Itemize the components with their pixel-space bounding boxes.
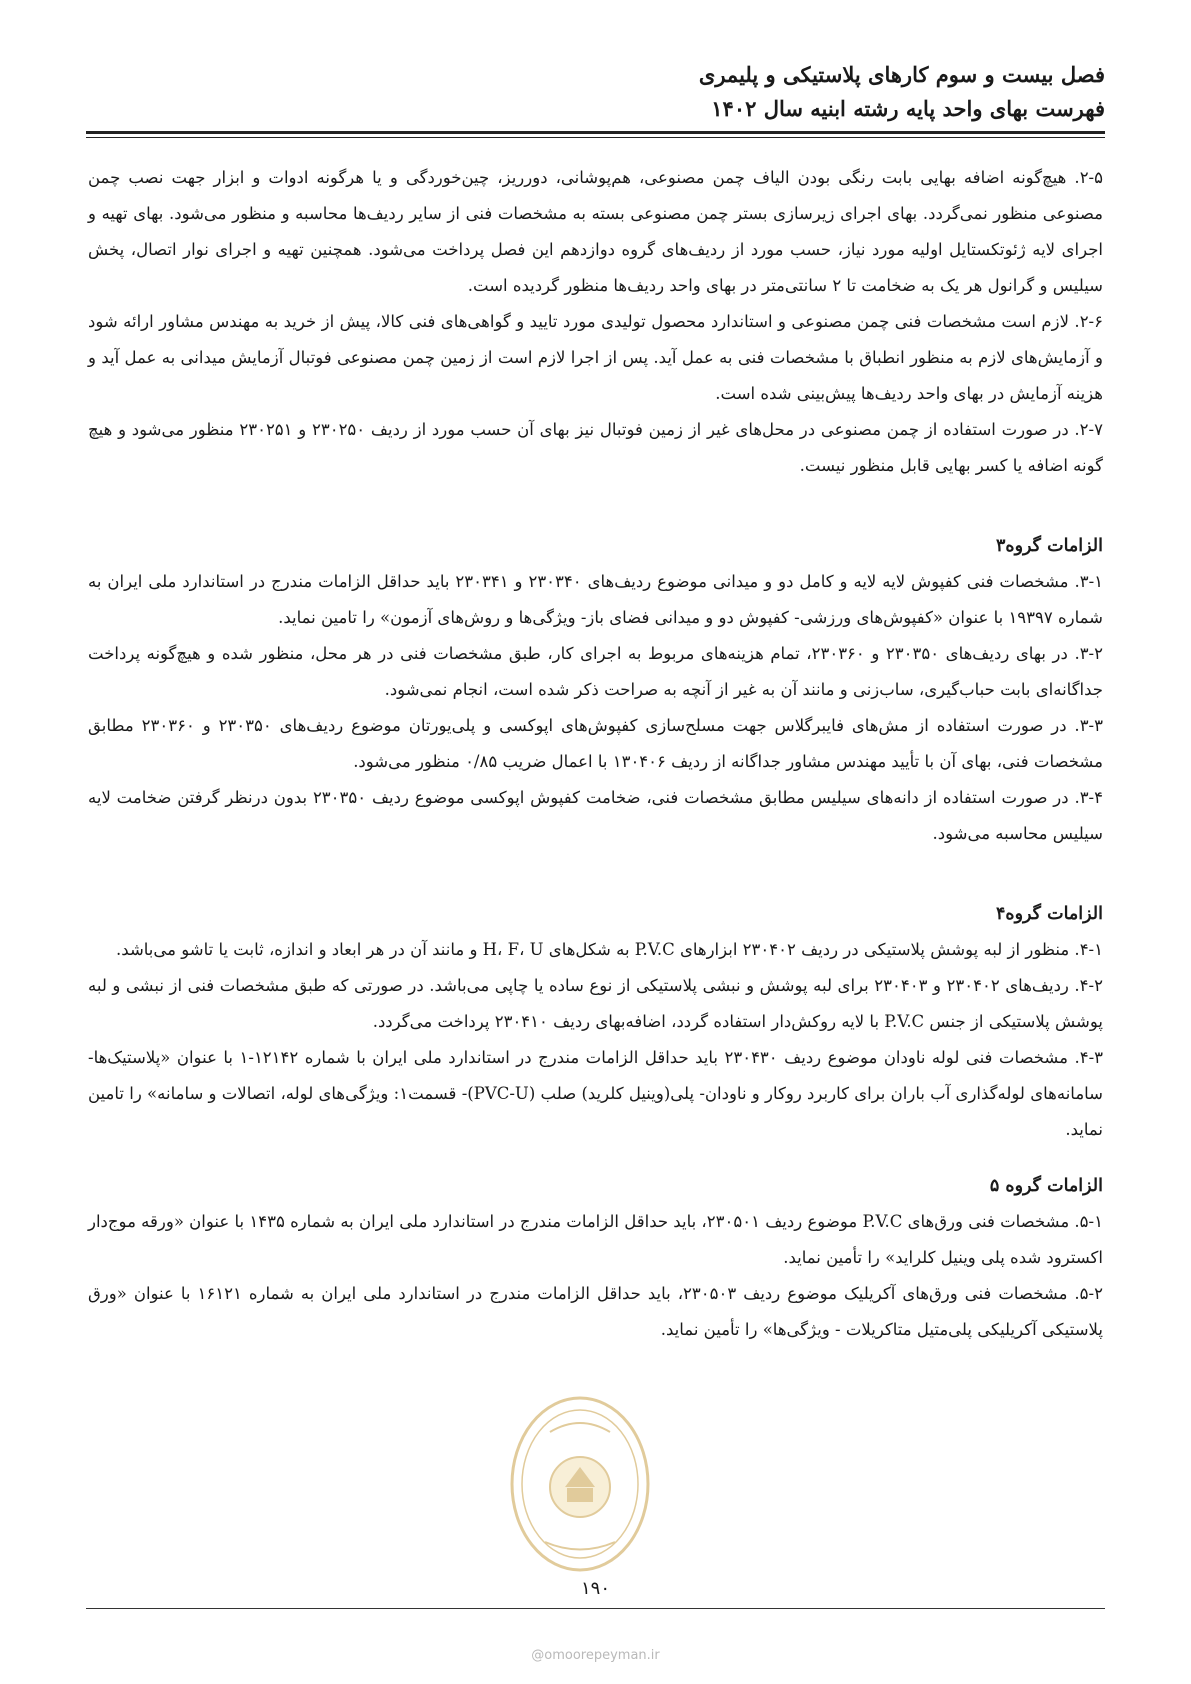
group5-heading: الزامات گروه ۵ bbox=[989, 1176, 1103, 1196]
header-rule bbox=[86, 131, 1105, 138]
spacer bbox=[88, 852, 1103, 896]
page-number: ۱۹۰ bbox=[580, 1578, 610, 1599]
spacer bbox=[88, 484, 1103, 528]
paragraph-2-7: ۲-۷. در صورت استفاده از چمن مصنوعی در محل‌های غیر از زمین فوتبال نیز بهای آن حسب مورد از ردیف ۲۳۰۲۵۰ و ۲۳۰۲۵۱ منظور می‌شود و هیچ گونه اضافه یا کسر بهایی قابل منظور نیست. bbox=[88, 420, 1103, 475]
paragraph-4-2: ۴-۲. ردیف‌های ۲۳۰۴۰۲ و ۲۳۰۴۰۳ برای لبه پوشش و نبشی پلاستیکی از نوع ساده یا چاپی می‌باشد. در صورتی که طبق مشخصات فنی از نبشی و لبه پوشش پلاستیکی از جنس P.V.C با لایه روکش‌دار استفاده گردد، اضافه‌بهای ردیف ۲۳۰۴۱۰ پرداخت می‌گردد. bbox=[88, 976, 1103, 1031]
paragraph-3-1: ۳-۱. مشخصات فنی کفپوش لایه لایه و کامل دو و میدانی موضوع ردیف‌های ۲۳۰۳۴۰ و ۲۳۰۳۴۱ باید حداقل الزامات مندرج در استاندارد ملی ایران به شماره ۱۹۳۹۷ با عنوان «کفپوش‌های ورزشی- کفپوش دو و میدانی فضای باز- ویژگی‌ها و روش‌های آزمون» را تامین نماید. bbox=[88, 572, 1104, 627]
paragraph-5-1: ۵-۱. مشخصات فنی ورق‌های P.V.C موضوع ردیف ۲۳۰۵۰۱، باید حداقل الزامات مندرج در استاندارد ملی ایران به شماره ۱۴۳۵ با عنوان «ورقه موج‌دار اکسترود شده پلی وینیل کلراید» را تأمین نماید. bbox=[88, 1212, 1103, 1267]
paragraph-4-3: ۴-۳. مشخصات فنی لوله ناودان موضوع ردیف ۲۳۰۴۳۰ باید حداقل الزامات مندرج در استاندارد ملی ایران با شماره ۱۲۱۴۲-۱ با عنوان «پلاستیک‌ها- سامانه‌های لوله‌گذاری آب باران برای کاربرد روکار و ناودان- پلی(وینیل کلرید) صلب (PVC-U)- قسمت۱: ویژگی‌های لوله، اتصالات و سامانه» را تامین نماید. bbox=[88, 1048, 1104, 1139]
paragraph-3-3: ۳-۳. در صورت استفاده از مش‌های فایبرگلاس جهت مسلح‌سازی کفپوش‌های اپوکسی و پلی‌یورتان موضوع ردیف‌های ۲۳۰۳۵۰ و ۲۳۰۳۶۰ مطابق مشخصات فنی، بهای آن با تأیید مهندس مشاور جداگانه از ردیف ۱۳۰۴۰۶ با اعمال ضریب ۰/۸۵ منظور می‌شود. bbox=[88, 716, 1103, 771]
seal-logo-icon bbox=[505, 1392, 655, 1577]
document-title: فهرست بهای واحد پایه رشته ابنیه سال ۱۴۰۲ bbox=[711, 96, 1105, 121]
group4-heading: الزامات گروه۴ bbox=[996, 904, 1103, 924]
paragraph-2-6: ۲-۶. لازم است مشخصات فنی چمن مصنوعی و استاندارد محصول تولیدی مورد تایید و گواهی‌های فنی کالا، پیش از خرید به مهندس مشاور ارائه شود و آزمایش‌های لازم به منظور انطباق با مشخصات فنی به عمل آید. پس از اجرا لازم است از زمین چمن مصنوعی فوتبال آزمایش میدانی به عمل آید و هزینه آزمایش در بهای واحد ردیف‌ها پیش‌بینی شده است. bbox=[88, 312, 1103, 403]
group3-heading: الزامات گروه۳ bbox=[996, 536, 1103, 556]
paragraph-3-4: ۳-۴. در صورت استفاده از دانه‌های سیلیس مطابق مشخصات فنی، ضخامت کفپوش اپوکسی موضوع ردیف ۲۳۰۳۵۰ بدون درنظر گرفتن ضخامت لایه سیلیس محاسبه می‌شود. bbox=[88, 788, 1103, 843]
footer-rule bbox=[86, 1608, 1105, 1609]
paragraph-5-2: ۵-۲. مشخصات فنی ورق‌های آکریلیک موضوع ردیف ۲۳۰۵۰۳، باید حداقل الزامات مندرج در استاندارد ملی ایران به شماره ۱۶۱۲۱ با عنوان «ورق پلاستیکی آکریلیکی پلی‌متیل متاکریلات - ویژگی‌ها» را تأمین نماید. bbox=[88, 1284, 1103, 1339]
paragraph-4-1: ۴-۱. منظور از لبه پوشش پلاستیکی در ردیف ۲۳۰۴۰۲ ابزارهای P.V.C به شکل‌های H، F، U و مانند آن در هر ابعاد و اندازه، ثابت یا تاشو می‌باشد. bbox=[116, 940, 1103, 959]
watermark-text: @omoorepeyman.ir bbox=[531, 1648, 660, 1663]
main-content bbox=[88, 160, 1103, 1348]
page-header bbox=[86, 58, 1105, 126]
spacer bbox=[88, 1148, 1103, 1168]
paragraph-3-2: ۳-۲. در بهای ردیف‌های ۲۳۰۳۵۰ و ۲۳۰۳۶۰، تمام هزینه‌های مربوط به اجرای کار، طبق مشخصات فنی در هر محل، منظور شده و هیچ‌گونه پرداخت جداگانه‌ای بابت حباب‌گیری، ساب‌زنی و مانند آن به غیر از آنچه به صراحت ذکر شده است، انجام نمی‌شود. bbox=[88, 644, 1103, 699]
paragraph-2-5: ۲-۵. هیچ‌گونه اضافه بهایی بابت رنگی بودن الیاف چمن مصنوعی، هم‌پوشانی، دورریز، چین‌خوردگی و یا هرگونه ادوات و ابزار جهت نصب چمن مصنوعی منظور نمی‌گردد. بهای اجرای زیرسازی بستر چمن مصنوعی بسته به مشخصات فنی از سایر ردیف‌ها محاسبه و منظور می‌شود. بهای تهیه و اجرای لایه ژئوتکستایل اولیه مورد نیاز، حسب مورد از ردیف‌های گروه دوازدهم این فصل پرداخت می‌شود. همچنین تهیه و اجرای نوار اتصال، پخش سیلیس و گرانول هر یک به ضخامت تا ۲ سانتی‌متر در بهای واحد ردیف‌ها منظور گردیده است. bbox=[88, 168, 1103, 295]
chapter-title: فصل بیست و سوم کارهای پلاستیکی و پلیمری bbox=[698, 62, 1105, 87]
